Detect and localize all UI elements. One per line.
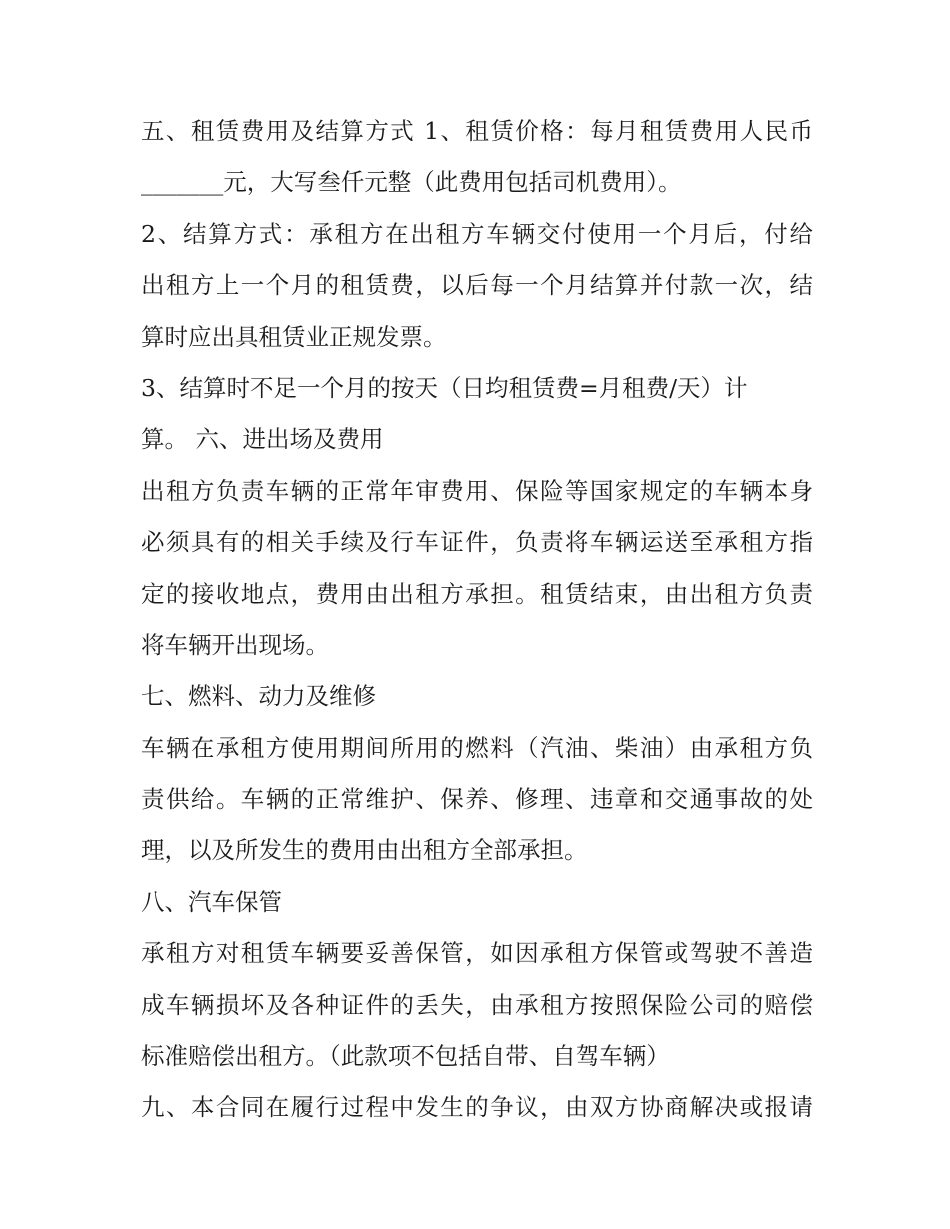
text-line: 承租方对租赁车辆要妥善保管，如因承租方保管或驾驶不善造: [141, 939, 813, 968]
text-line: 必须具有的相关手续及行车证件，负责将车辆运送至承租方指: [141, 528, 813, 557]
text-line: 车辆在承租方使用期间所用的燃料（汽油、柴油）由承租方负: [141, 733, 813, 762]
text-line: 定的接收地点，费用由出租方承担。租赁结束，由出租方负责: [141, 579, 813, 608]
text-line: 算时应出具租赁业正规发票。: [141, 322, 447, 351]
section-heading: 八、汽车保管: [141, 887, 282, 916]
text-line: 五、租赁费用及结算方式 1、租赁价格：每月租赁费用人民币: [141, 117, 813, 145]
text-line: _______元，大写叁仟元整（此费用包括司机费用）。: [141, 168, 682, 197]
text-line: 理，以及所发生的费用由出租方全部承担。: [141, 836, 588, 865]
text-line: 九、本合同在履行过程中发生的争议，由双方协商解决或报请: [141, 1093, 813, 1122]
section-heading: 七、燃料、动力及维修: [141, 682, 376, 711]
text-line: 标准赔偿出租方。（此款项不包括自带、自驾车辆）: [141, 1042, 670, 1071]
text-line: 出租方负责车辆的正常年审费用、保险等国家规定的车辆本身: [141, 476, 813, 505]
text-line: 出租方上一个月的租赁费，以后每一个月结算并付款一次，结: [141, 271, 813, 300]
text-line: 将车辆开出现场。: [141, 630, 329, 659]
text-line: 3、结算时不足一个月的按天（日均租赁费=月租费/天）计: [141, 373, 748, 402]
text-line: 责供给。车辆的正常维护、保养、修理、违章和交通事故的处: [141, 785, 813, 814]
text-line: 算。 六、进出场及费用: [141, 425, 384, 454]
contract-text: [141, 106, 813, 1134]
text-line: 2、结算方式：承租方在出租方车辆交付使用一个月后，付给: [141, 219, 813, 248]
text-line: 成车辆损坏及各种证件的丢失，由承租方按照保险公司的赔偿: [141, 990, 813, 1019]
